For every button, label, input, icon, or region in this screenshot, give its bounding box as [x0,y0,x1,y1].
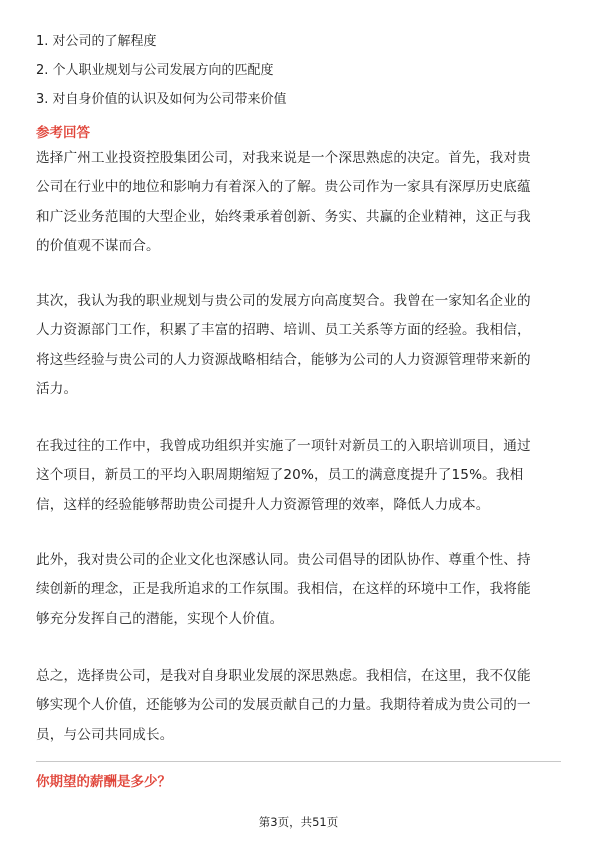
criterion-2: 2. 个人职业规划与公司发展方向的匹配度 [36,63,274,78]
page-number-footer: 第3页，共51页 [258,815,339,829]
paragraph-line: 选择广州工业投资控股集团公司，对我来说是一个深思熟虑的决定。首先，我对贵 [36,150,531,166]
paragraph-line: 的价值观不谋而合。 [36,238,160,255]
paragraph-line: 此外，我对贵公司的企业文化也深感认同。贵公司倡导的团队协作、尊重个性、持 [36,552,531,568]
answer-paragraph-3 [36,432,561,520]
paragraph-line: 活力。 [36,381,78,398]
section-divider [36,761,561,762]
answer-paragraph-4 [36,546,561,634]
answer-paragraph-1 [36,144,561,262]
answer-heading: 参考回答 [36,125,90,141]
document-page [36,0,561,842]
answer-paragraph-2 [36,287,561,405]
paragraph-line: 信，这样的经验能够帮助贵公司提升人力资源管理的效率，降低人力成本。 [36,496,490,513]
paragraph-line: 续创新的理念，正是我所追求的工作氛围。我相信，在这样的环境中工作，我将能 [36,581,531,598]
criterion-1: 1. 对公司的了解程度 [36,34,157,49]
answer-paragraph-5 [36,662,561,750]
paragraph-line: 公司在行业中的地位和影响力有着深入的了解。贵公司作为一家具有深厚历史底蕴 [36,179,531,196]
criterion-3: 3. 对自身价值的认识及如何为公司带来价值 [36,92,287,107]
paragraph-line: 人力资源部门工作，积累了丰富的招聘、培训、员工关系等方面的经验。我相信， [36,322,531,339]
next-question-heading: 你期望的薪酬是多少？ [36,774,171,790]
paragraph-line: 将这些经验与贵公司的人力资源战略相结合，能够为公司的人力资源管理带来新的 [36,351,531,368]
paragraph-line: 够充分发挥自己的潜能，实现个人价值。 [36,610,284,627]
paragraph-line: 在我过往的工作中，我曾成功组织并实施了一项针对新员工的入职培训项目，通过 [36,438,531,454]
paragraph-line: 员，与公司共同成长。 [36,726,174,743]
paragraph-line: 这个项目，新员工的平均入职周期缩短了20%，员工的满意度提升了15%。我相 [36,467,524,484]
paragraph-line: 够实现个人价值，还能够为公司的发展贡献自己的力量。我期待着成为贵公司的一 [36,697,531,714]
paragraph-line: 其次，我认为我的职业规划与贵公司的发展方向高度契合。我曾在一家知名企业的 [36,293,531,309]
paragraph-line: 总之，选择贵公司，是我对自身职业发展的深思熟虑。我相信，在这里，我不仅能 [36,668,531,684]
paragraph-line: 和广泛业务范围的大型企业，始终秉承着创新、务实、共赢的企业精神，这正与我 [36,208,531,225]
